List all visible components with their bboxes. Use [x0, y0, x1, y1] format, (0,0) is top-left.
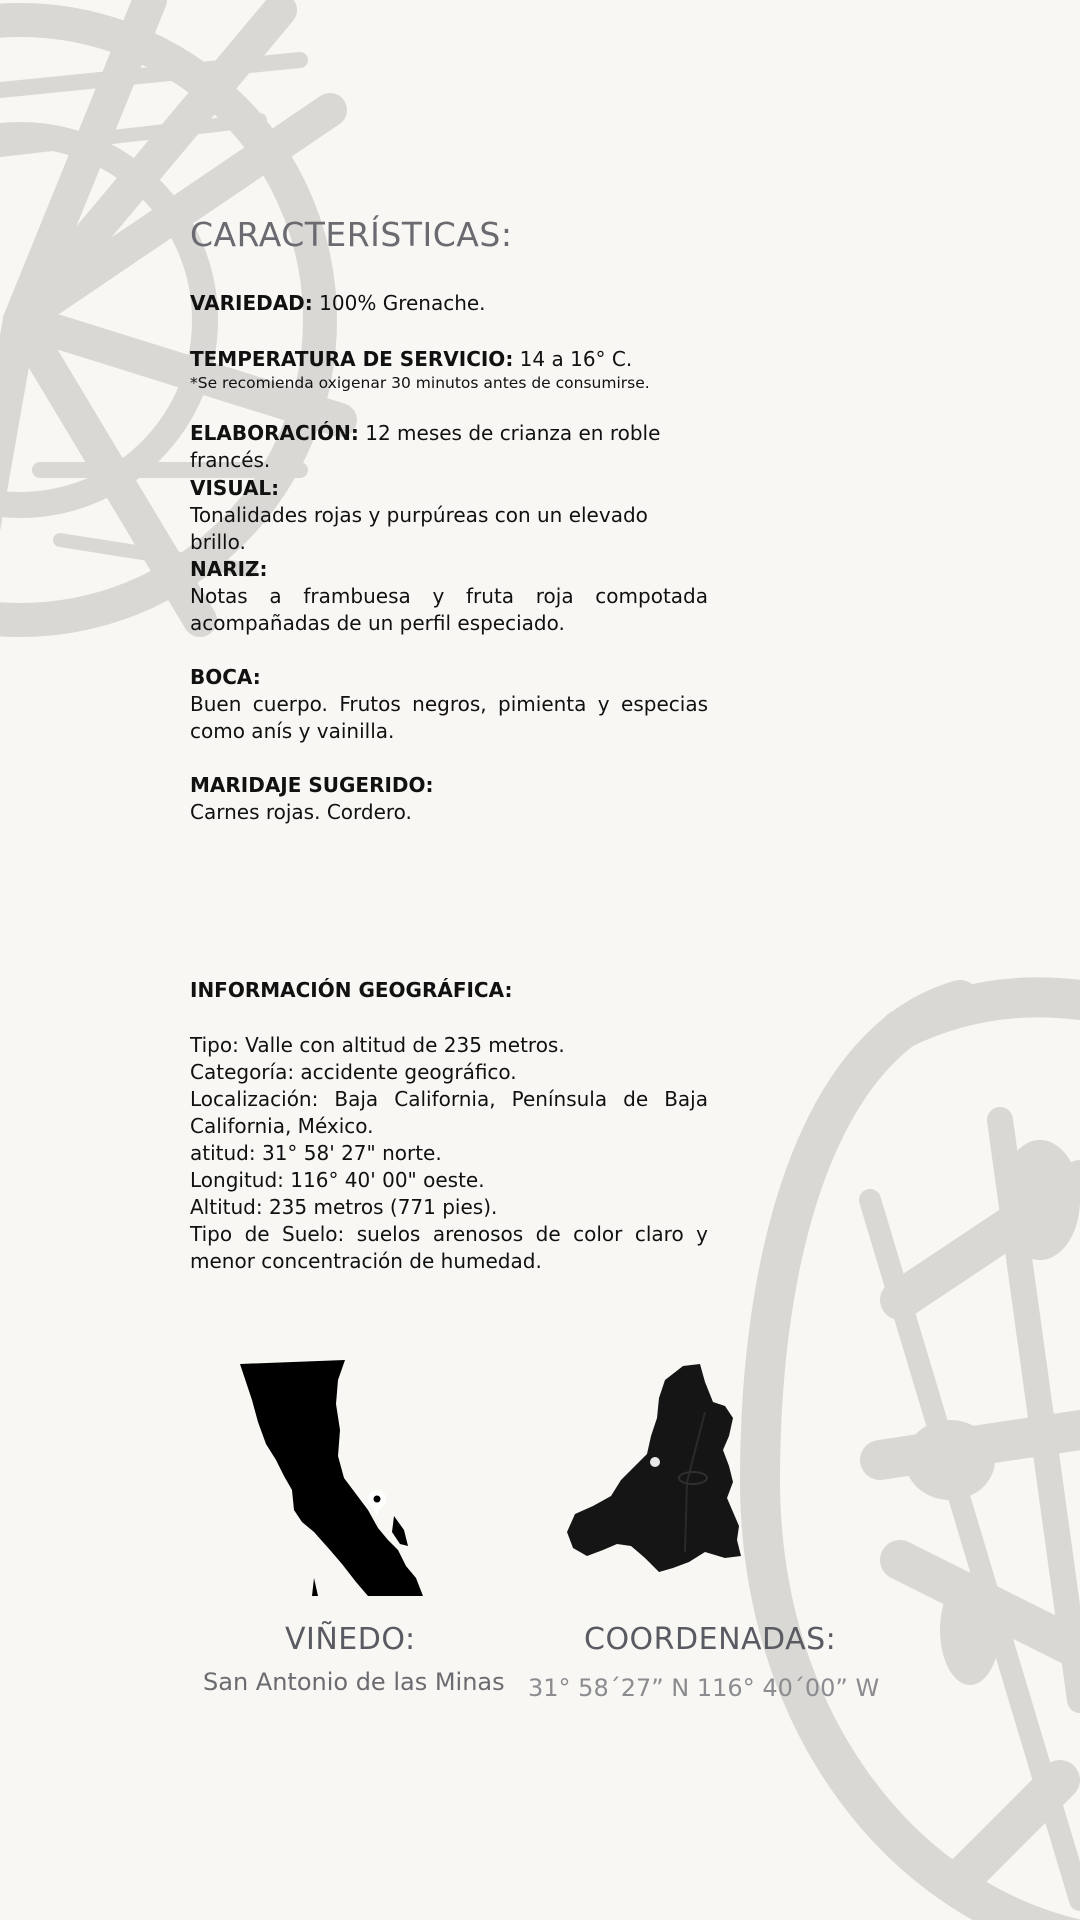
temperatura-value: 14 a 16° C.	[519, 347, 633, 371]
geo-line: Altitud: 235 metros (771 pies).	[190, 1195, 498, 1219]
elaboracion-value: 12 meses de crianza en roble francés.	[190, 421, 661, 472]
geo-line: Tipo: Valle con altitud de 235 metros.	[190, 1033, 565, 1057]
elaboracion-label: ELABORACIÓN:	[190, 421, 359, 445]
coordenadas-value: 31° 58´27” N 116° 40´00” W	[528, 1674, 880, 1702]
vinedo-value: San Antonio de las Minas	[203, 1668, 505, 1696]
location-pin-icon	[368, 1490, 386, 1515]
variedad-row	[190, 290, 708, 317]
geo-line: atitud: 31° 58' 27" norte.	[190, 1141, 442, 1165]
visual-value: Tonalidades rojas y purpúreas con un elevado brillo.	[190, 503, 648, 554]
geo-line: Localización: Baja California, Península de Baja California, México.	[190, 1087, 708, 1138]
boca-row	[190, 664, 708, 745]
visual-label: VISUAL:	[190, 476, 280, 500]
temperatura-row	[190, 346, 708, 393]
temperatura-label: TEMPERATURA DE SERVICIO:	[190, 347, 514, 371]
maridaje-label: MARIDAJE SUGERIDO:	[190, 773, 434, 797]
valley-region-map-icon	[565, 1362, 795, 1587]
boca-label: BOCA:	[190, 665, 261, 689]
elaboracion-row	[190, 420, 708, 474]
maridaje-row	[190, 772, 708, 826]
geo-line: Longitud: 116° 40' 00" oeste.	[190, 1168, 485, 1192]
vinedo-label: VIÑEDO:	[285, 1622, 416, 1657]
nariz-label: NARIZ:	[190, 557, 268, 581]
temperatura-note: *Se recomienda oxigenar 30 minutos antes de consumirse.	[190, 374, 650, 392]
geo-line: Tipo de Suelo: suelos arenosos de color claro y menor concentración de humedad.	[190, 1222, 708, 1273]
visual-row	[190, 475, 708, 556]
nariz-row	[190, 556, 708, 637]
variedad-label: VARIEDAD:	[190, 291, 313, 315]
nariz-value: Notas a frambuesa y fruta roja compotada acompañadas de un perfil especiado.	[190, 584, 708, 635]
geo-line: Categoría: accidente geográfico.	[190, 1060, 517, 1084]
boca-value: Buen cuerpo. Frutos negros, pimienta y especias como anís y vainilla.	[190, 692, 708, 743]
variedad-value: 100% Grenache.	[319, 291, 486, 315]
baja-california-map-icon	[238, 1360, 428, 1600]
geo-title: INFORMACIÓN GEOGRÁFICA:	[190, 978, 513, 1002]
section-heading: CARACTERÍSTICAS:	[190, 215, 513, 254]
maridaje-value: Carnes rojas. Cordero.	[190, 800, 412, 824]
coordenadas-label: COORDENADAS:	[584, 1622, 837, 1657]
geo-info	[190, 1032, 708, 1275]
